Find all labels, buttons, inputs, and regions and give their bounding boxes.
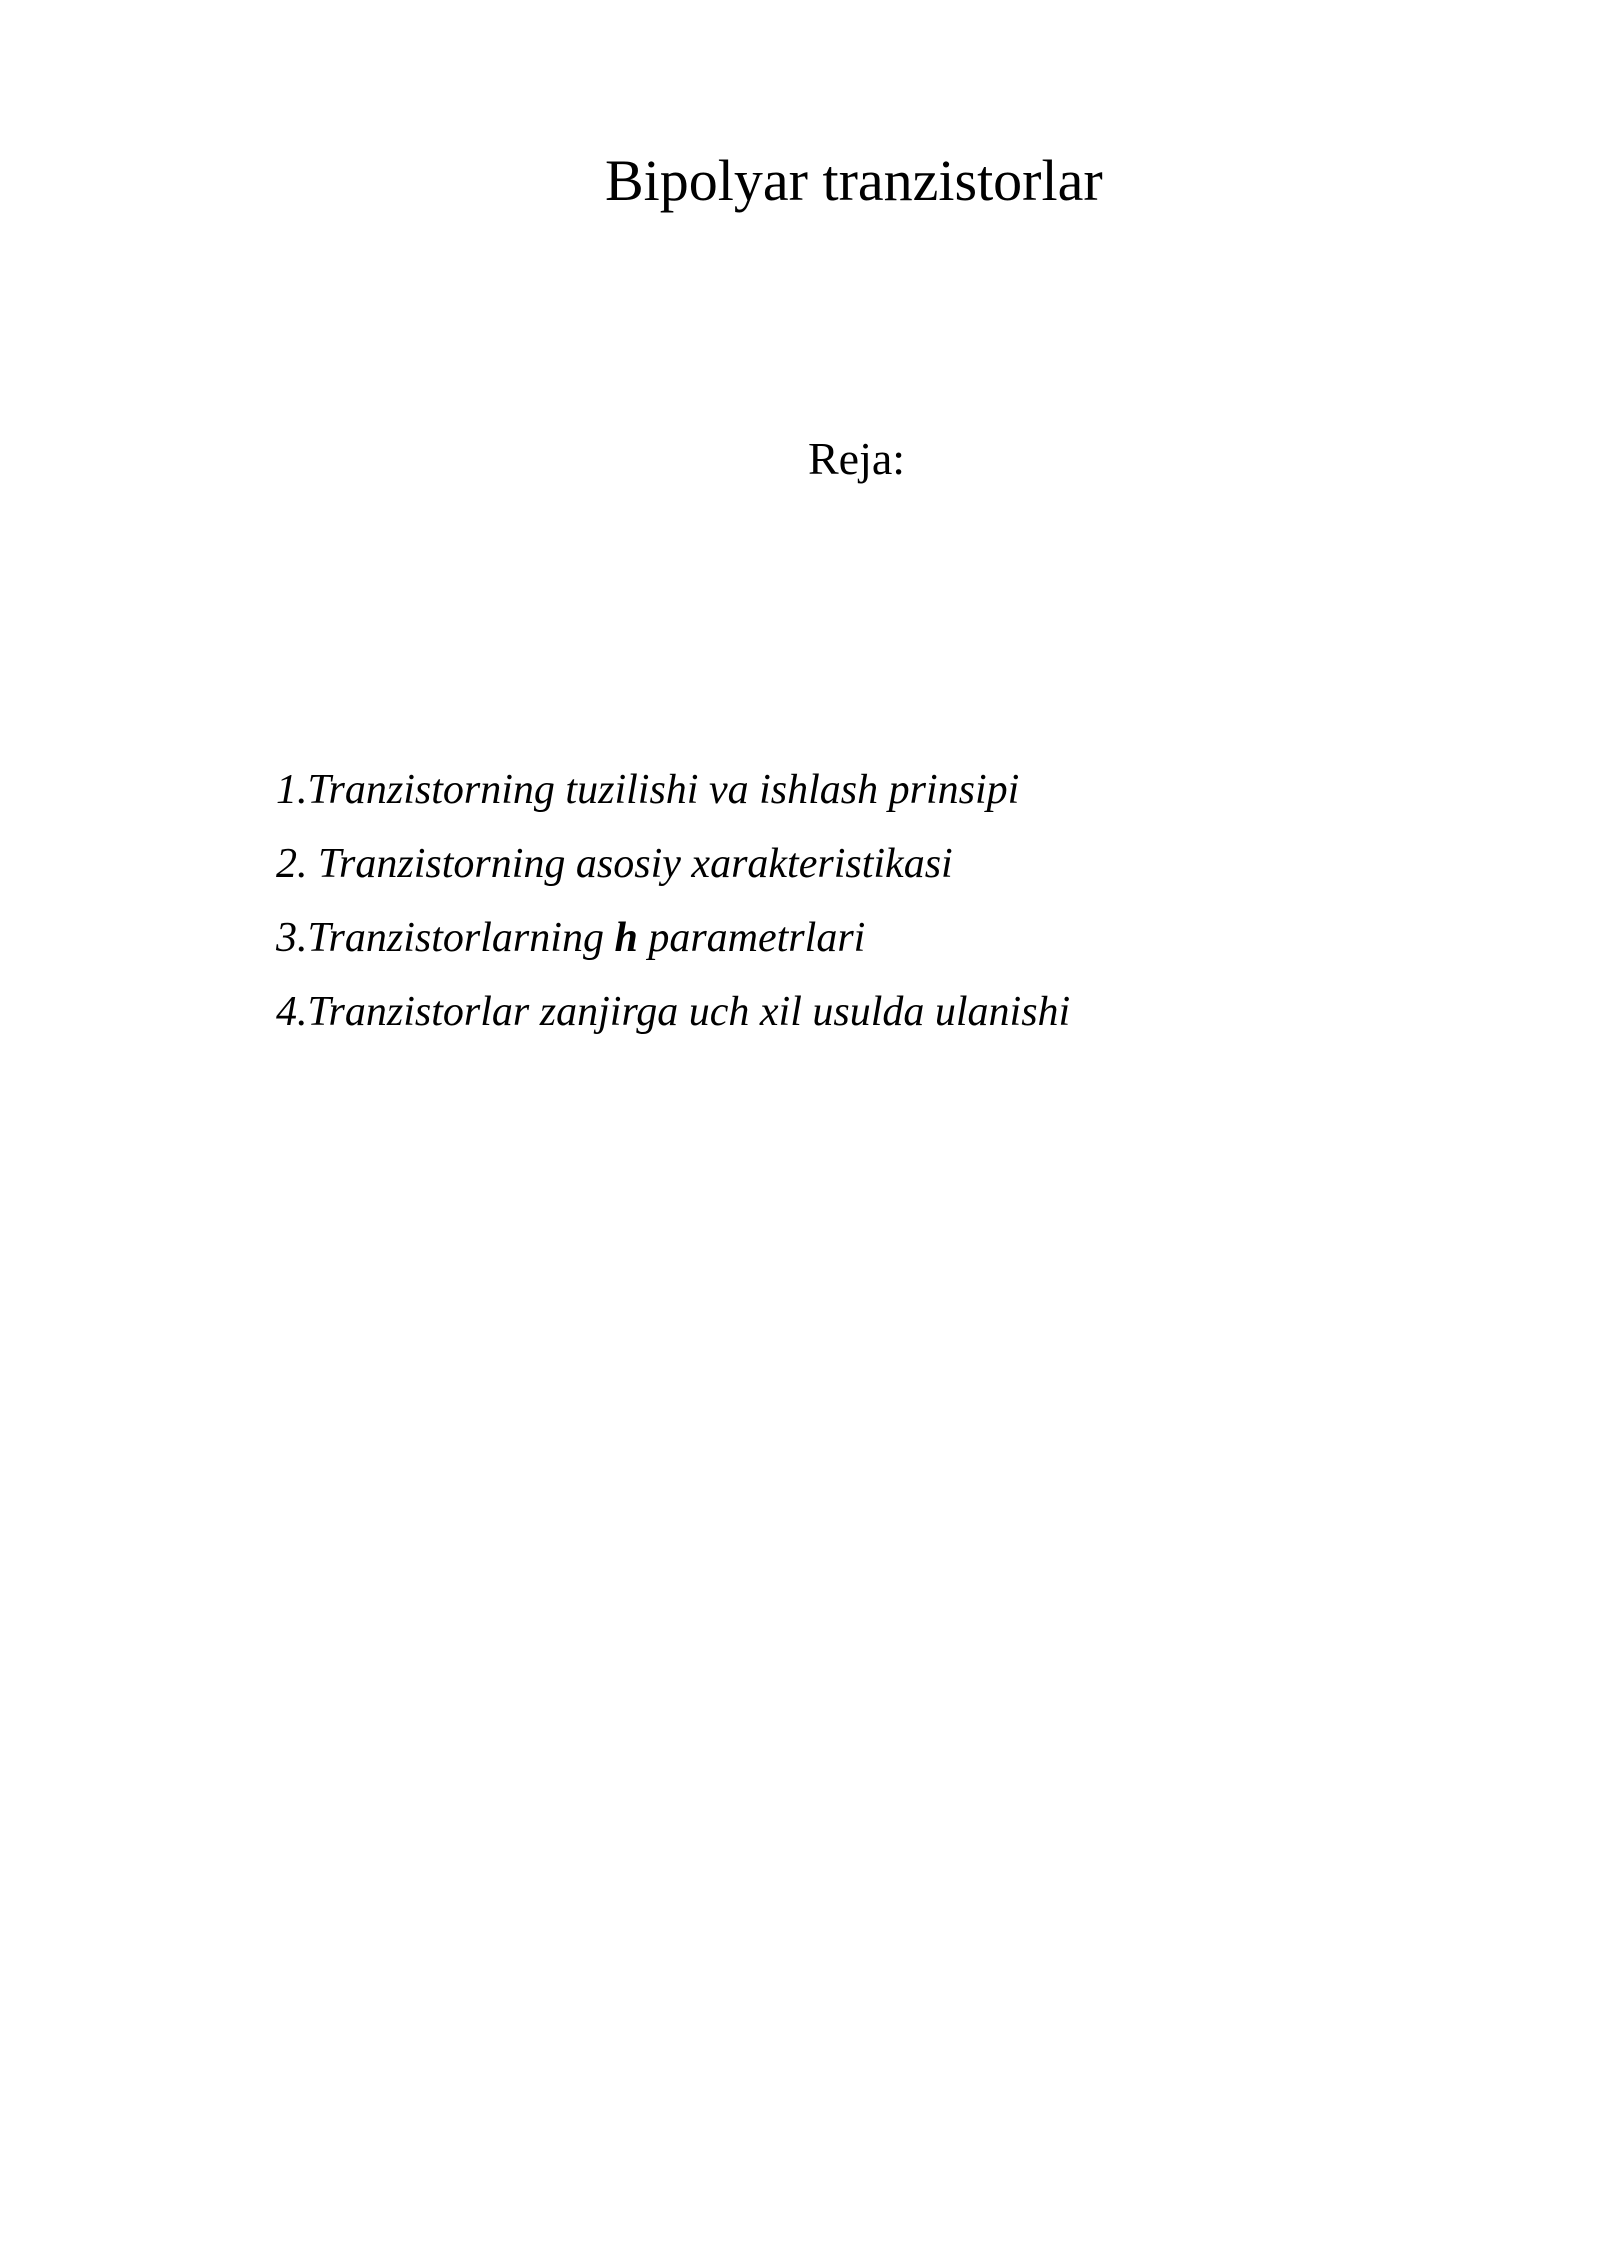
plan-item-3 xyxy=(276,906,1070,980)
plan-item-3-bold-term: h xyxy=(614,915,638,961)
plan-item-4: 4.Tranzistorlar zanjirga uch xil usulda ulanishi xyxy=(276,989,1071,1035)
plan-item-1: 1.Tranzistorning tuzilishi va ishlash prinsipi xyxy=(276,767,1020,813)
plan-list xyxy=(276,758,1070,1054)
plan-item-3-prefix: 3.Tranzistorlarning xyxy=(276,915,615,961)
plan-item-3-suffix: parametrlari xyxy=(637,915,866,961)
page-title: Bipolyar tranzistorlar xyxy=(605,148,1103,213)
plan-item-2: 2. Tranzistorning asosiy xarakteristikasi xyxy=(276,841,953,887)
plan-heading: Reja: xyxy=(808,433,906,484)
